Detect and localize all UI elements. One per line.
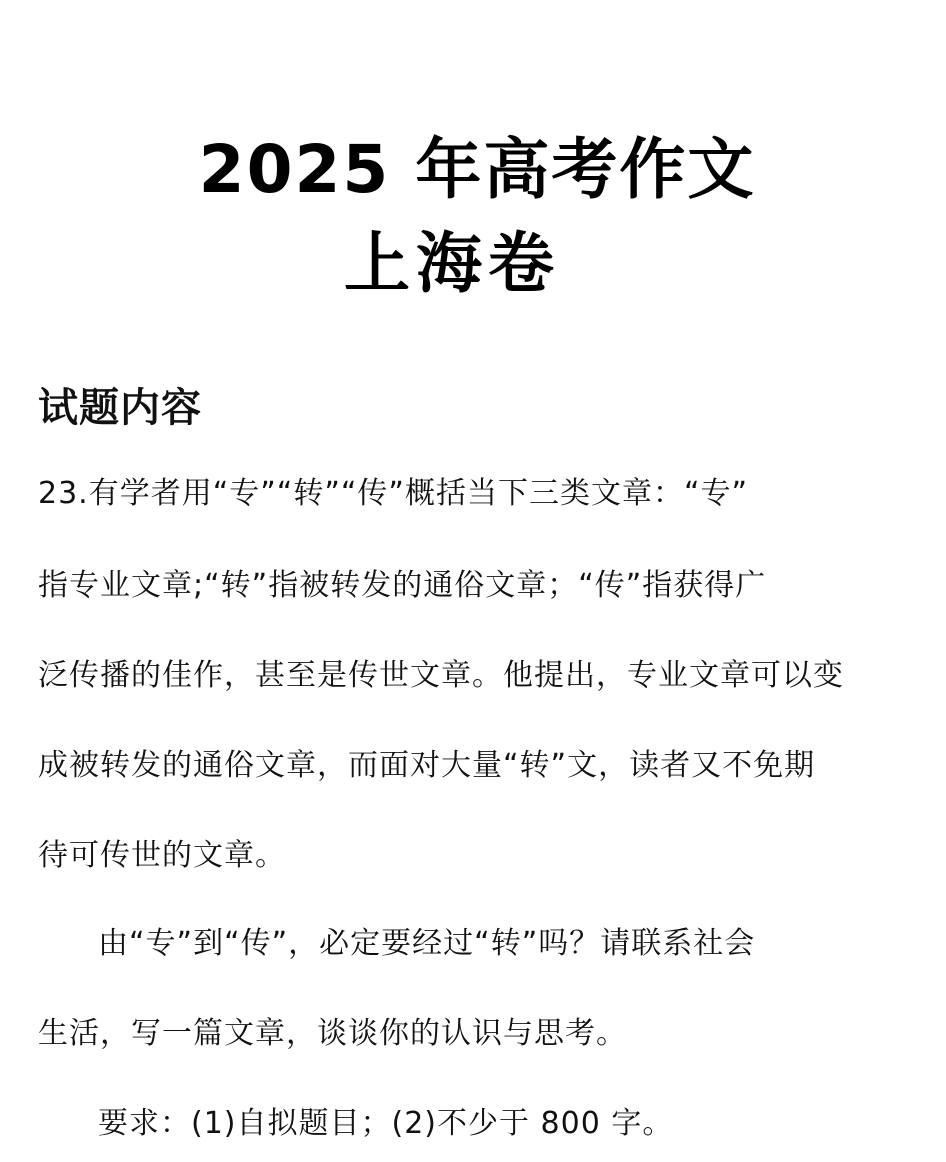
prompt-line: 生活，写一篇文章，谈谈你的认识与思考。: [38, 1016, 627, 1051]
question-line: 23.有学者用“专”“转”“传”概括当下三类文章：“专”: [38, 476, 749, 511]
section-heading: 试题内容: [38, 385, 202, 431]
question-line: 成被转发的通俗文章，而面对大量“转”文，读者又不免期: [38, 748, 816, 783]
prompt-line: 由“专”到“传”，必定要经过“转”吗？请联系社会: [98, 926, 756, 961]
question-line: 泛传播的佳作，甚至是传世文章。他提出，专业文章可以变: [38, 658, 844, 693]
document-subtitle: 上海卷: [344, 225, 560, 302]
document-title: 2025 年高考作文: [198, 131, 756, 208]
requirement-line: 要求：(1)自拟题目；(2)不少于 800 字。: [98, 1106, 674, 1141]
question-line: 待可传世的文章。: [38, 838, 286, 873]
question-line: 指专业文章;“转”指被转发的通俗文章；“传”指获得广: [38, 568, 767, 603]
